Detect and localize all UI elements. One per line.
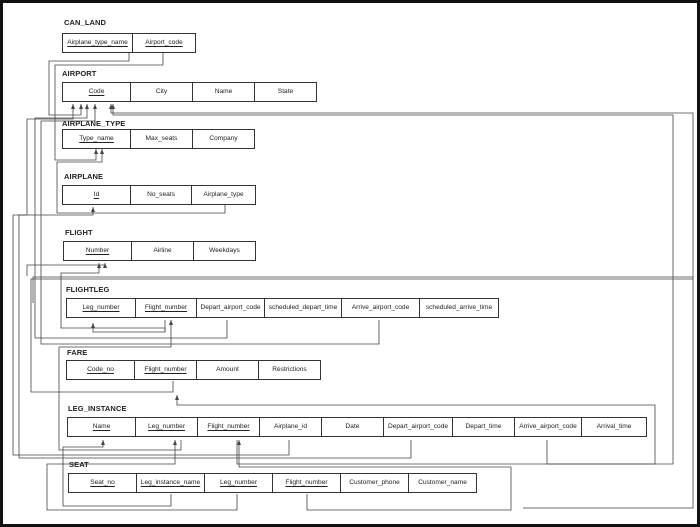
attribute-leg-number xyxy=(205,474,273,492)
attribute-amount xyxy=(197,361,259,379)
table-title-fare: FARE xyxy=(67,348,88,357)
fk-airplane-type-arrowhead xyxy=(100,149,104,154)
attribute-airplane-type xyxy=(192,186,255,204)
attribute-label: Code_no xyxy=(87,366,114,373)
attribute-label: Flight_number xyxy=(144,304,188,311)
attribute-label: Airplane_type xyxy=(203,191,244,198)
attribute-label: scheduled_depart_time xyxy=(268,304,338,311)
attribute-label: Id xyxy=(93,191,100,198)
fk-leginstance-arrive-airport xyxy=(113,104,673,464)
attribute-label: State xyxy=(277,88,294,95)
fk-seat-leginstance-flight-arrowhead xyxy=(237,440,241,445)
table-seat xyxy=(68,473,477,493)
attribute-label: Customer_phone xyxy=(349,479,400,486)
attribute-arrive-airport-code xyxy=(342,299,420,317)
attribute-arrival-time xyxy=(582,418,646,436)
attribute-label: Name xyxy=(92,423,111,430)
attribute-label: Flight_number xyxy=(285,479,328,486)
attribute-label: Leg_instance_name xyxy=(140,479,201,486)
attribute-leg-number xyxy=(136,418,198,436)
table-fare xyxy=(66,360,321,380)
table-airplane xyxy=(62,185,256,205)
attribute-flight-number xyxy=(135,361,197,379)
attribute-depart-time xyxy=(453,418,515,436)
attribute-company xyxy=(193,130,254,148)
attribute-airline xyxy=(132,242,194,260)
attribute-label: Flight_number xyxy=(207,423,250,430)
table-title-airport: AIRPORT xyxy=(62,69,97,78)
attribute-label: Airport_code xyxy=(145,39,183,46)
attribute-flight-number xyxy=(273,474,341,492)
attribute-weekdays xyxy=(194,242,255,260)
table-title-leg-instance: LEG_INSTANCE xyxy=(68,404,127,413)
attribute-label: Arrive_airport_code xyxy=(351,304,410,311)
attribute-label: Max_seats xyxy=(145,135,178,142)
attribute-flight-number xyxy=(198,418,260,436)
fk-seat-leginstance-leg-arrowhead xyxy=(173,440,177,445)
table-flightleg xyxy=(66,298,499,318)
attribute-label: Date xyxy=(345,423,360,430)
attribute-label: Customer_name xyxy=(418,479,467,486)
table-leg-instance xyxy=(67,417,647,437)
attribute-label: Airplane_id xyxy=(274,423,307,430)
fk-flightleg-self-arrowhead xyxy=(91,323,95,328)
fk-flightleg-depart-airport-arrowhead xyxy=(85,104,89,109)
attribute-label: Depart_time xyxy=(465,423,502,430)
attribute-label: Code xyxy=(88,88,105,95)
attribute-label: scheduled_arrive_time xyxy=(425,304,493,311)
attribute-label: Leg_number xyxy=(147,423,186,430)
fk-fare-flight-b xyxy=(27,263,105,276)
attribute-label: Arrival_time xyxy=(596,423,632,430)
attribute-airplane-id xyxy=(260,418,322,436)
fk-flightleg-arrive-airport-arrowhead xyxy=(93,104,97,109)
attribute-airport-code xyxy=(133,34,195,52)
attribute-max-seats xyxy=(131,130,193,148)
attribute-date xyxy=(322,418,384,436)
table-can-land xyxy=(62,33,196,53)
attribute-name xyxy=(193,83,255,101)
attribute-state xyxy=(255,83,316,101)
attribute-restrictions xyxy=(259,361,320,379)
attribute-flight-number xyxy=(136,299,197,317)
fk-leginstance-airplane-arrowhead xyxy=(91,207,95,212)
attribute-customer-phone xyxy=(341,474,409,492)
table-airplane-type xyxy=(62,129,255,149)
fk-leginstance-depart-airport-arrowhead xyxy=(71,104,75,109)
attribute-label: Airline xyxy=(153,247,172,254)
attribute-label: Number xyxy=(85,247,110,254)
fk-fare-flight-b-arrowhead xyxy=(103,263,107,268)
attribute-label: Company xyxy=(209,135,238,142)
table-title-seat: SEAT xyxy=(69,460,89,469)
attribute-number xyxy=(64,242,132,260)
attribute-code-no xyxy=(67,361,135,379)
attribute-label: Flight_number xyxy=(144,366,187,373)
attribute-name xyxy=(68,418,136,436)
attribute-label: Seat_no xyxy=(90,479,115,486)
attribute-scheduled-arrive-time xyxy=(420,299,498,317)
attribute-airplane-type-name xyxy=(63,34,133,52)
attribute-label: Arrive_airport_code xyxy=(519,423,577,430)
fk-flightleg-self xyxy=(93,320,165,332)
fk-leginstance-flightleg-b-arrowhead xyxy=(175,395,179,400)
attribute-label: No_seats xyxy=(147,191,175,198)
attribute-depart-airport-code xyxy=(197,299,265,317)
attribute-city xyxy=(131,83,193,101)
attribute-label: Name xyxy=(214,88,233,95)
attribute-label: Leg_number xyxy=(219,479,258,486)
attribute-label: Depart_airport_code xyxy=(387,423,449,430)
table-title-airplane: AIRPLANE xyxy=(64,172,104,181)
attribute-id xyxy=(63,186,131,204)
fk-flightleg-flight-arrowhead xyxy=(97,263,101,268)
attribute-label: City xyxy=(155,88,168,95)
attribute-label: Type_name xyxy=(79,135,114,142)
attribute-scheduled-depart-time xyxy=(265,299,342,317)
attribute-depart-airport-code xyxy=(384,418,453,436)
fk-canland-airplanetype-arrowhead xyxy=(94,149,98,154)
attribute-label: Amount xyxy=(216,366,239,373)
table-airport xyxy=(62,82,317,102)
attribute-arrive-airport-code xyxy=(515,418,582,436)
attribute-customer-name xyxy=(409,474,476,492)
fk-seat-leginstance-name-arrowhead xyxy=(101,440,105,445)
attribute-type-name xyxy=(63,130,131,148)
attribute-label: Restrictions xyxy=(272,366,307,373)
attribute-leg-instance-name xyxy=(137,474,205,492)
table-title-flight: FLIGHT xyxy=(65,228,93,237)
attribute-leg-number xyxy=(67,299,136,317)
attribute-no-seats xyxy=(131,186,192,204)
fk-leginstance-flightleg-arrowhead xyxy=(169,320,173,325)
attribute-label: Airplane_type_name xyxy=(67,39,128,46)
fk-canland-airport-arrowhead xyxy=(79,104,83,109)
table-title-can-land: CAN_LAND xyxy=(64,18,107,27)
attribute-code xyxy=(63,83,131,101)
attribute-seat-no xyxy=(69,474,137,492)
table-title-flightleg: FLIGHTLEG xyxy=(66,285,110,294)
attribute-label: Weekdays xyxy=(209,247,240,254)
table-title-airplane-type: AIRPLANE_TYPE xyxy=(62,119,126,128)
attribute-label: Leg_number xyxy=(82,304,120,311)
table-flight xyxy=(63,241,256,261)
attribute-label: Depart_airport_code xyxy=(200,304,261,311)
